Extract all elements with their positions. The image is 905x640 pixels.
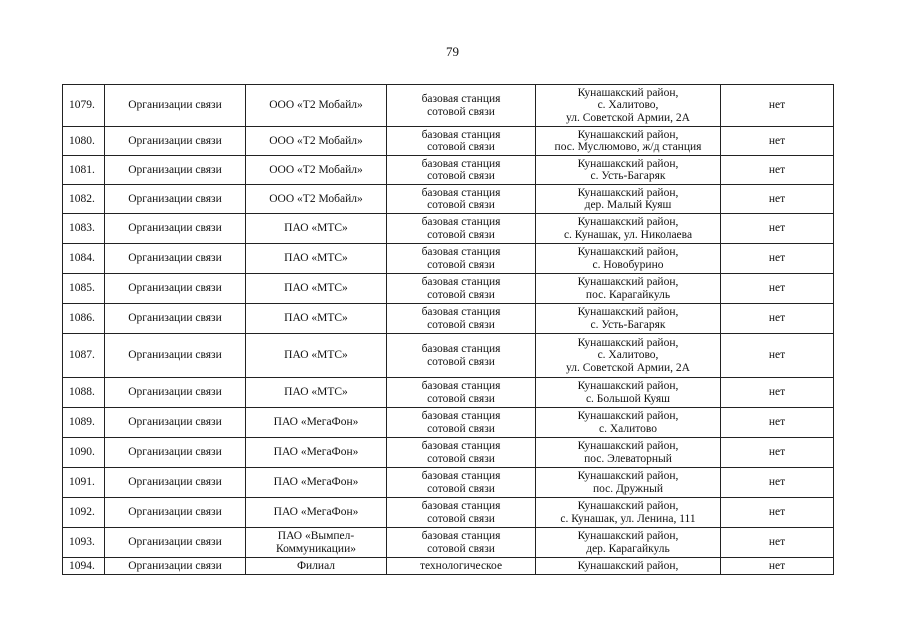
flag-cell: нет — [721, 468, 834, 498]
object-cell-line: базовая станция — [421, 500, 501, 512]
object-cell-line: сотовой связи — [427, 392, 495, 405]
object-cell-line: сотовой связи — [427, 141, 495, 153]
organization-cell — [246, 528, 387, 558]
organization-cell-line: ООО «Т2 Мобайл» — [269, 99, 363, 112]
address-cell-line: с. Усть-Багаряк — [590, 318, 666, 331]
organization-cell-line: ПАО «Вымпел- — [277, 530, 355, 542]
address-cell — [536, 378, 721, 408]
category-cell: Организации связи — [105, 408, 246, 438]
object-cell-line: сотовой связи — [427, 355, 495, 368]
flag-cell: нет — [721, 498, 834, 528]
address-cell — [536, 85, 721, 127]
object-cell-line: сотовой связи — [427, 288, 495, 301]
address-cell — [536, 438, 721, 468]
table-row — [63, 528, 834, 558]
organization-cell — [246, 558, 387, 575]
address-cell-line: ул. Советской Армии, 2А — [566, 361, 690, 374]
object-cell-line: базовая станция — [421, 306, 501, 318]
organization-cell — [246, 274, 387, 304]
organization-cell-line: ПАО «МТС» — [284, 252, 348, 265]
address-cell-line: Кунашакский район, — [577, 530, 679, 542]
address-cell-line: с. Большой Куяш — [585, 392, 671, 405]
object-cell-line: сотовой связи — [427, 228, 495, 241]
row-number: 1080. — [63, 127, 105, 156]
object-cell-line: базовая станция — [421, 93, 501, 105]
organization-cell-line: ПАО «МегаФон» — [273, 506, 359, 519]
organization-cell — [246, 85, 387, 127]
address-cell-line: дер. Карагайкуль — [586, 542, 670, 555]
flag-cell: нет — [721, 408, 834, 438]
row-number: 1081. — [63, 156, 105, 185]
table-row — [63, 214, 834, 244]
address-cell — [536, 498, 721, 528]
flag-cell: нет — [721, 334, 834, 378]
table-row — [63, 408, 834, 438]
address-cell — [536, 244, 721, 274]
organization-cell — [246, 498, 387, 528]
address-cell-line: с. Кунашак, ул. Николаева — [563, 228, 693, 241]
object-cell-line: базовая станция — [421, 216, 501, 228]
row-number: 1093. — [63, 528, 105, 558]
organization-cell-line: ООО «Т2 Мобайл» — [269, 134, 363, 147]
address-cell-line: с. Кунашак, ул. Ленина, 111 — [560, 512, 696, 525]
organization-cell — [246, 438, 387, 468]
flag-cell: нет — [721, 528, 834, 558]
row-number: 1085. — [63, 274, 105, 304]
table-row — [63, 244, 834, 274]
address-cell-line: пос. Дружный — [592, 482, 664, 495]
row-number: 1092. — [63, 498, 105, 528]
organization-cell — [246, 214, 387, 244]
table-row — [63, 274, 834, 304]
category-cell: Организации связи — [105, 558, 246, 575]
flag-cell: нет — [721, 85, 834, 127]
category-cell: Организации связи — [105, 85, 246, 127]
object-cell-line: базовая станция — [421, 276, 501, 288]
organization-cell-line: Коммуникации» — [276, 542, 356, 555]
flag-cell: нет — [721, 244, 834, 274]
table-row — [63, 558, 834, 575]
object-cell-line: базовая станция — [421, 380, 501, 392]
object-cell — [387, 334, 536, 378]
organization-cell-line: ПАО «МегаФон» — [273, 476, 359, 489]
object-cell-line: сотовой связи — [427, 258, 495, 271]
organization-cell-line: ПАО «МТС» — [284, 282, 348, 295]
table-row — [63, 127, 834, 156]
row-number: 1084. — [63, 244, 105, 274]
row-number: 1090. — [63, 438, 105, 468]
address-cell-line: Кунашакский район, — [577, 276, 679, 288]
flag-cell: нет — [721, 304, 834, 334]
flag-cell: нет — [721, 274, 834, 304]
organization-cell — [246, 156, 387, 185]
row-number: 1083. — [63, 214, 105, 244]
row-number: 1087. — [63, 334, 105, 378]
address-cell-line: Кунашакский район, — [577, 380, 679, 392]
organization-cell — [246, 304, 387, 334]
table-row — [63, 438, 834, 468]
object-cell-line: базовая станция — [421, 128, 501, 141]
address-cell-line: с. Халитово — [599, 422, 657, 435]
address-cell — [536, 127, 721, 156]
object-cell-line: сотовой связи — [427, 199, 495, 211]
address-cell-line: Кунашакский район, — [577, 306, 679, 318]
table-row — [63, 304, 834, 334]
row-number: 1082. — [63, 185, 105, 214]
object-cell — [387, 127, 536, 156]
address-cell-line: Кунашакский район, — [577, 559, 679, 572]
address-cell-line: Кунашакский район, — [577, 186, 679, 199]
category-cell: Организации связи — [105, 304, 246, 334]
address-cell-line: Кунашакский район, — [577, 500, 679, 512]
object-cell — [387, 558, 536, 575]
registry-table-body — [63, 85, 834, 575]
flag-cell: нет — [721, 438, 834, 468]
address-cell-line: дер. Малый Куяш — [584, 199, 672, 211]
table-row — [63, 185, 834, 214]
category-cell: Организации связи — [105, 334, 246, 378]
category-cell: Организации связи — [105, 274, 246, 304]
object-cell-line: базовая станция — [421, 246, 501, 258]
address-cell-line: пос. Элеваторный — [584, 452, 672, 465]
address-cell — [536, 408, 721, 438]
address-cell — [536, 274, 721, 304]
object-cell-line: сотовой связи — [427, 512, 495, 525]
object-cell — [387, 468, 536, 498]
address-cell — [536, 214, 721, 244]
row-number: 1094. — [63, 558, 105, 575]
row-number: 1089. — [63, 408, 105, 438]
object-cell — [387, 438, 536, 468]
organization-cell — [246, 127, 387, 156]
address-cell — [536, 334, 721, 378]
address-cell-line: с. Халитово, — [597, 349, 659, 362]
row-number: 1088. — [63, 378, 105, 408]
organization-cell — [246, 185, 387, 214]
object-cell-line: сотовой связи — [427, 542, 495, 555]
table-row — [63, 156, 834, 185]
object-cell — [387, 528, 536, 558]
category-cell: Организации связи — [105, 156, 246, 185]
object-cell — [387, 274, 536, 304]
organization-cell-line: Филиал — [296, 559, 336, 572]
object-cell — [387, 185, 536, 214]
table-row — [63, 378, 834, 408]
object-cell — [387, 156, 536, 185]
table-row — [63, 334, 834, 378]
row-number: 1086. — [63, 304, 105, 334]
address-cell — [536, 185, 721, 214]
organization-cell-line: ПАО «МегаФон» — [273, 416, 359, 429]
address-cell — [536, 304, 721, 334]
object-cell-line: базовая станция — [421, 186, 501, 199]
object-cell — [387, 408, 536, 438]
flag-cell: нет — [721, 127, 834, 156]
flag-cell: нет — [721, 214, 834, 244]
category-cell: Организации связи — [105, 438, 246, 468]
flag-cell: нет — [721, 378, 834, 408]
address-cell — [536, 528, 721, 558]
object-cell-line: сотовой связи — [427, 482, 495, 495]
page-number: 79 — [446, 44, 459, 59]
row-number: 1079. — [63, 85, 105, 127]
category-cell: Организации связи — [105, 185, 246, 214]
organization-cell — [246, 334, 387, 378]
object-cell-line: базовая станция — [421, 157, 501, 170]
object-cell — [387, 378, 536, 408]
object-cell — [387, 498, 536, 528]
organization-cell-line: ООО «Т2 Мобайл» — [269, 192, 363, 205]
object-cell-line: сотовой связи — [427, 170, 495, 182]
address-cell-line: Кунашакский район, — [577, 128, 679, 141]
address-cell-line: с. Усть-Багаряк — [590, 170, 666, 182]
address-cell-line: Кунашакский район, — [577, 470, 679, 482]
registry-table — [62, 84, 834, 575]
flag-cell: нет — [721, 185, 834, 214]
category-cell: Организации связи — [105, 244, 246, 274]
object-cell-line: базовая станция — [421, 470, 501, 482]
organization-cell-line: ПАО «МТС» — [284, 222, 348, 235]
object-cell-line: базовая станция — [421, 440, 501, 452]
table-row — [63, 498, 834, 528]
category-cell: Организации связи — [105, 378, 246, 408]
object-cell-line: сотовой связи — [427, 452, 495, 465]
category-cell: Организации связи — [105, 214, 246, 244]
address-cell — [536, 558, 721, 575]
flag-cell: нет — [721, 156, 834, 185]
table-row — [63, 468, 834, 498]
category-cell: Организации связи — [105, 468, 246, 498]
object-cell-line: технологическое — [419, 559, 503, 572]
address-cell-line: с. Халитово, — [597, 99, 659, 112]
address-cell-line: Кунашакский район, — [577, 410, 679, 422]
object-cell — [387, 304, 536, 334]
object-cell-line: сотовой связи — [427, 318, 495, 331]
object-cell-line: базовая станция — [421, 530, 501, 542]
organization-cell-line: ПАО «МТС» — [284, 349, 348, 362]
object-cell — [387, 85, 536, 127]
organization-cell-line: ПАО «МТС» — [284, 312, 348, 325]
object-cell-line: базовая станция — [421, 343, 501, 355]
address-cell-line: пос. Карагайкуль — [585, 288, 671, 301]
object-cell-line: базовая станция — [421, 410, 501, 422]
address-cell — [536, 468, 721, 498]
flag-cell: нет — [721, 558, 834, 575]
address-cell-line: Кунашакский район, — [577, 246, 679, 258]
row-number: 1091. — [63, 468, 105, 498]
organization-cell — [246, 244, 387, 274]
address-cell — [536, 156, 721, 185]
organization-cell-line: ПАО «МегаФон» — [273, 446, 359, 459]
object-cell — [387, 244, 536, 274]
organization-cell-line: ПАО «МТС» — [284, 386, 348, 399]
organization-cell — [246, 468, 387, 498]
object-cell-line: сотовой связи — [427, 422, 495, 435]
organization-cell-line: ООО «Т2 Мобайл» — [269, 163, 363, 176]
address-cell-line: пос. Муслюмово, ж/д станция — [554, 141, 702, 153]
category-cell: Организации связи — [105, 528, 246, 558]
address-cell-line: Кунашакский район, — [577, 336, 679, 349]
address-cell-line: Кунашакский район, — [577, 86, 679, 99]
category-cell: Организации связи — [105, 498, 246, 528]
category-cell: Организации связи — [105, 127, 246, 156]
address-cell-line: Кунашакский район, — [577, 216, 679, 228]
object-cell — [387, 214, 536, 244]
address-cell-line: ул. Советской Армии, 2А — [566, 111, 690, 124]
table-row — [63, 85, 834, 127]
object-cell-line: сотовой связи — [427, 105, 495, 118]
organization-cell — [246, 408, 387, 438]
organization-cell — [246, 378, 387, 408]
address-cell-line: Кунашакский район, — [577, 157, 679, 170]
address-cell-line: Кунашакский район, — [577, 440, 679, 452]
address-cell-line: с. Новобурино — [592, 258, 664, 271]
